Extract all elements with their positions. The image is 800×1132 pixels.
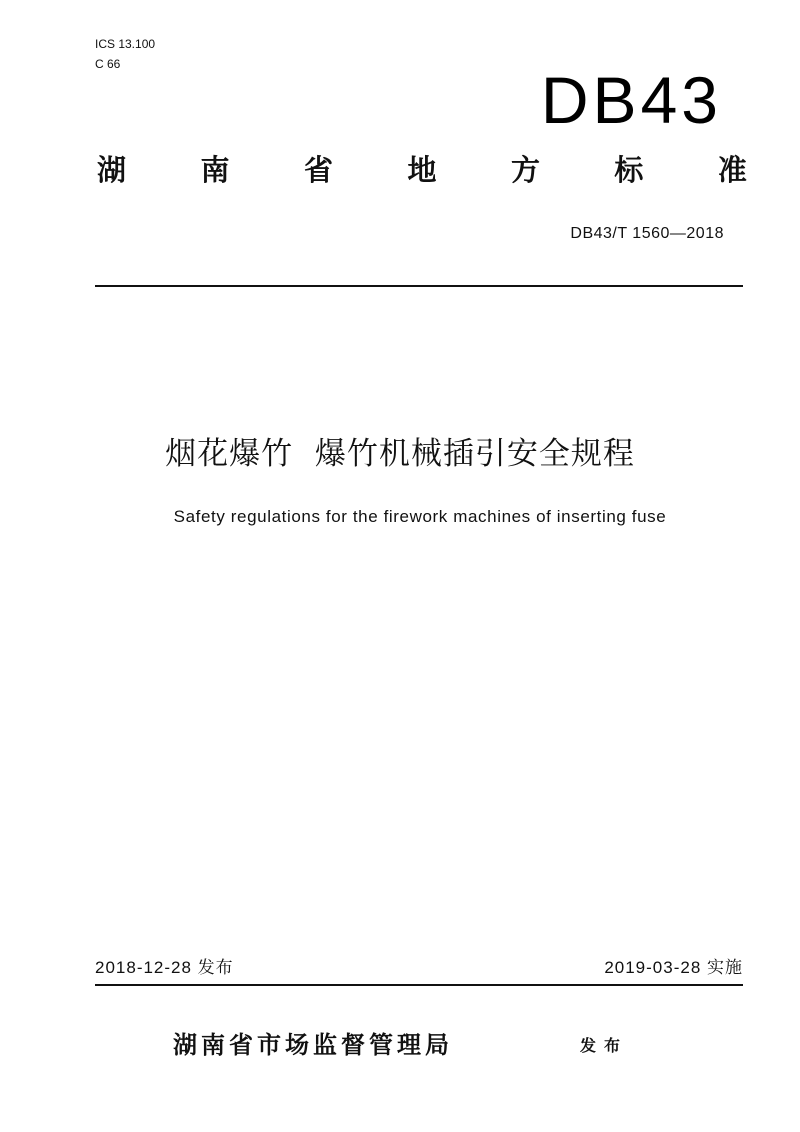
document-title-chinese: 烟花爆竹 爆竹机械插引安全规程 [165,436,635,472]
publish-label: 发布 [580,1036,629,1055]
publisher-name: 湖南省市场监督管理局 [173,1031,453,1059]
standard-type-char: 标 [614,153,644,187]
ccs-code: C 66 [95,57,121,71]
standard-type [97,150,747,190]
document-title-english: Safety regulations for the firework machines of inserting fuse [173,507,667,526]
bottom-divider [95,984,743,986]
issue-date: 2018-12-28 发布 [95,958,234,977]
standard-type-char: 准 [717,153,747,187]
standard-mark: DB43 [540,63,722,137]
standard-type-char: 南 [200,153,230,187]
standard-type-char: 湖 [97,153,127,187]
standard-type-char: 方 [510,153,540,187]
standard-number: DB43/T 1560—2018 [570,225,724,242]
ics-code: ICS 13.100 [95,37,156,51]
standard-type-char: 地 [407,153,437,187]
implementation-date: 2019-03-28 实施 [604,958,743,977]
top-divider [95,285,743,287]
standard-type-char: 省 [303,153,333,187]
